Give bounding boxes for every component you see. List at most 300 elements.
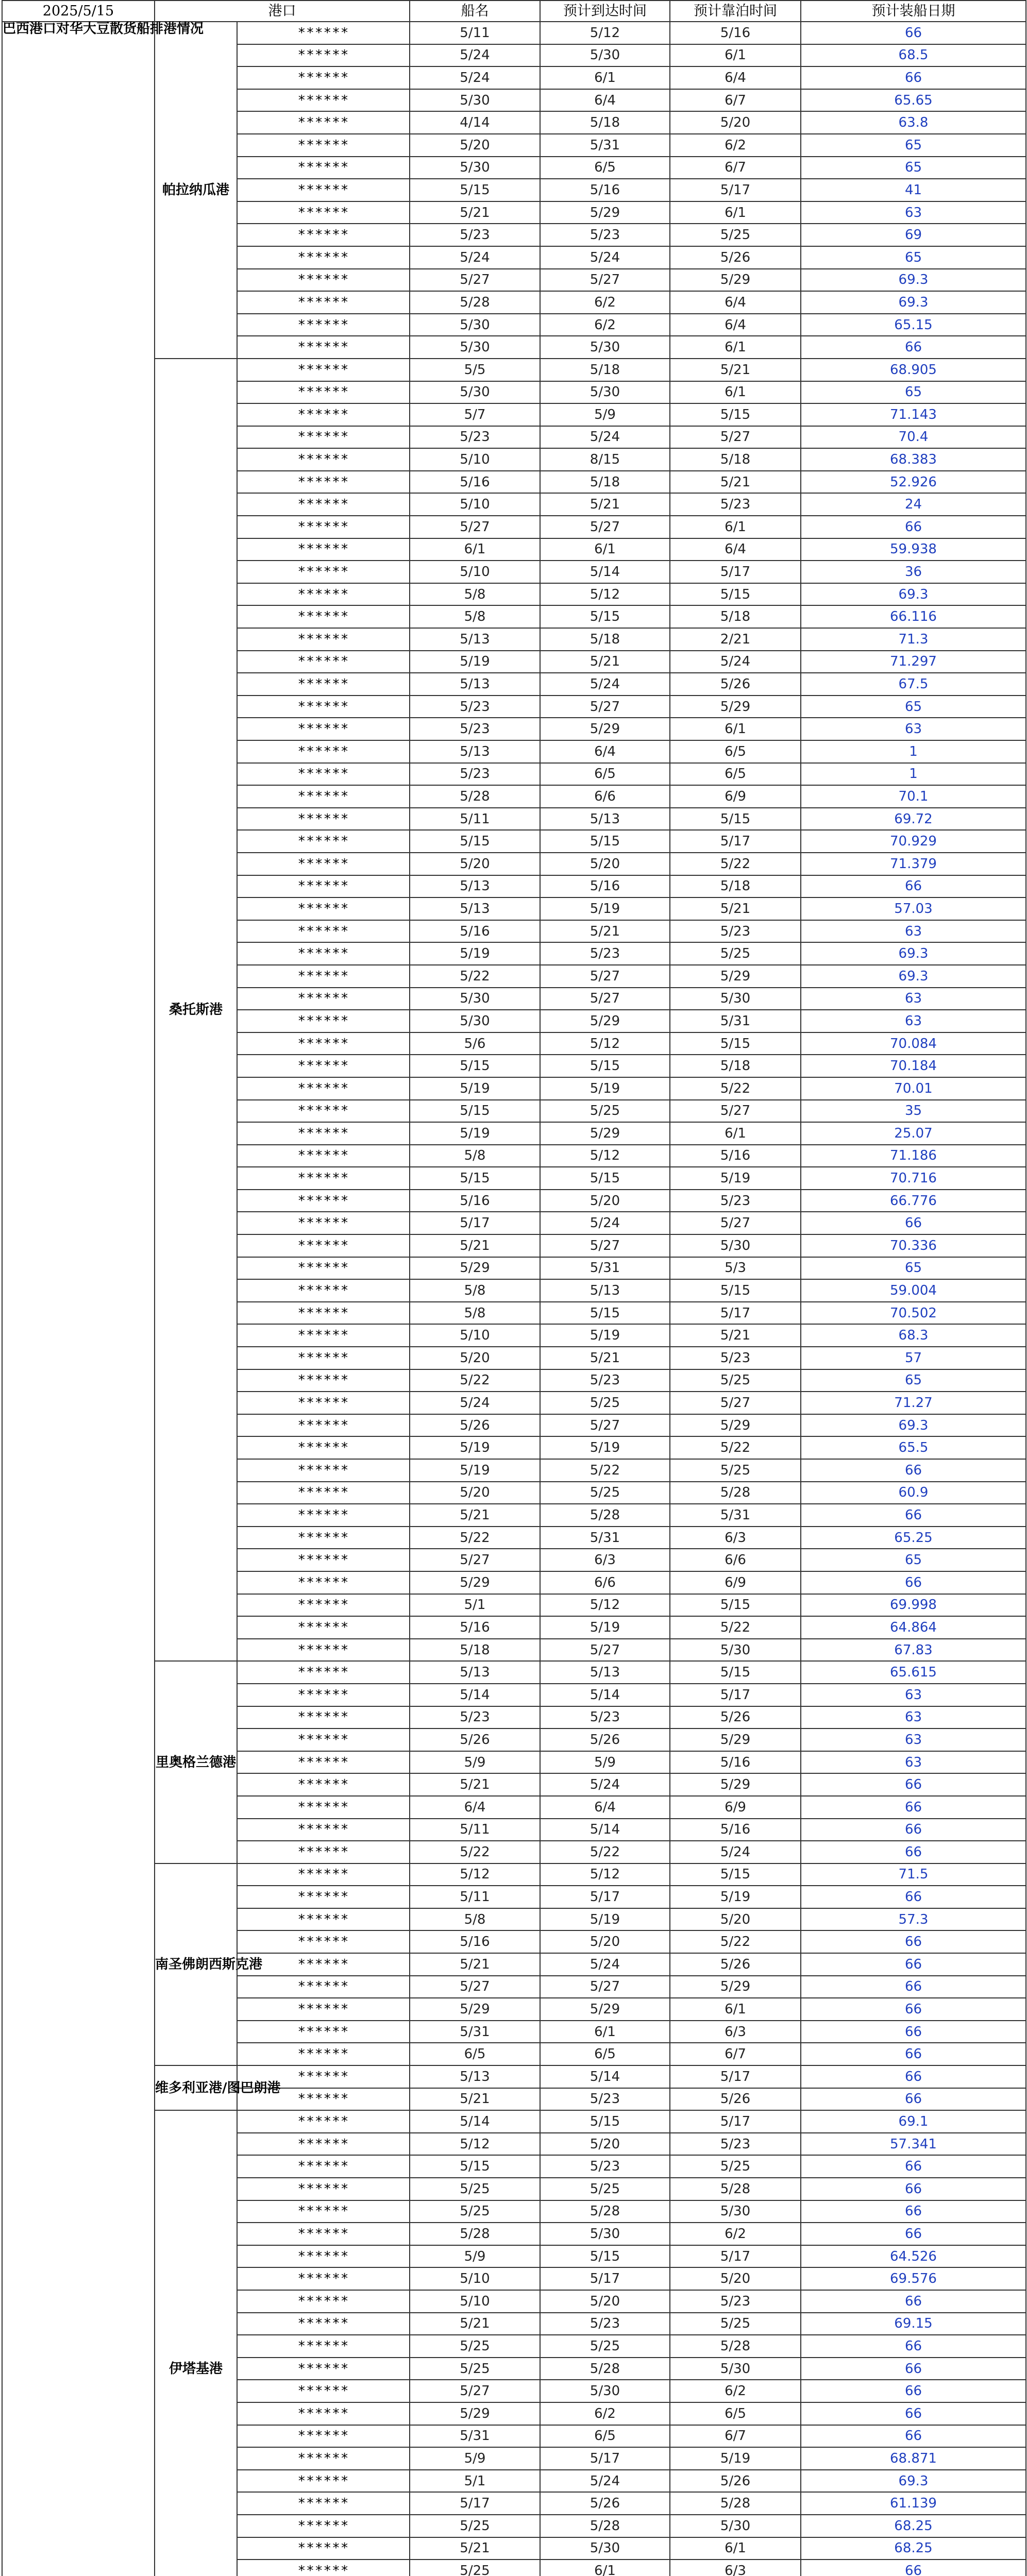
vessel-name: ****** — [237, 1010, 410, 1032]
eta-cell: 5/30 — [410, 314, 540, 336]
table-row — [2, 2110, 1026, 2133]
loading-date-cell: 6/4 — [670, 291, 801, 314]
volume-cell: 65.5 — [801, 1436, 1026, 1459]
volume-cell: 66 — [801, 1998, 1026, 2021]
vessel-name: ****** — [237, 1459, 410, 1482]
vessel-name: ****** — [237, 1190, 410, 1212]
vessel-name: ****** — [237, 1930, 410, 1953]
vessel-name: ****** — [237, 201, 410, 224]
volume-cell: 63 — [801, 1728, 1026, 1751]
etb-cell: 6/6 — [540, 1571, 670, 1594]
loading-date-cell: 5/18 — [670, 448, 801, 471]
loading-date-cell: 6/1 — [670, 2537, 801, 2560]
etb-cell: 5/20 — [540, 2133, 670, 2156]
etb-cell: 5/31 — [540, 1527, 670, 1549]
volume-cell: 68.905 — [801, 359, 1026, 381]
etb-cell: 6/5 — [540, 157, 670, 179]
volume-cell: 70.1 — [801, 785, 1026, 808]
loading-date-cell: 6/3 — [670, 2021, 801, 2043]
vessel-name: ****** — [237, 628, 410, 651]
vessel-name: ****** — [237, 426, 410, 449]
eta-cell: 5/23 — [410, 1706, 540, 1729]
vessel-name: ****** — [237, 1549, 410, 1571]
eta-cell: 5/9 — [410, 2245, 540, 2268]
volume-cell: 66 — [801, 2178, 1026, 2200]
volume-cell: 25.07 — [801, 1122, 1026, 1145]
eta-cell: 5/25 — [410, 2178, 540, 2200]
volume-cell: 65.615 — [801, 1661, 1026, 1684]
etb-cell: 5/14 — [540, 1819, 670, 1841]
loading-date-cell: 5/23 — [670, 2290, 801, 2313]
eta-cell: 6/1 — [410, 538, 540, 561]
volume-cell: 65 — [801, 246, 1026, 269]
loading-date-cell: 5/27 — [670, 426, 801, 449]
volume-cell: 41 — [801, 179, 1026, 201]
volume-cell: 66 — [801, 1504, 1026, 1527]
loading-date-cell: 6/1 — [670, 336, 801, 359]
loading-date-cell: 5/15 — [670, 583, 801, 606]
volume-cell: 67.5 — [801, 673, 1026, 696]
etb-cell: 5/29 — [540, 1998, 670, 2021]
etb-cell: 5/23 — [540, 2155, 670, 2178]
loading-date-cell: 5/23 — [670, 493, 801, 516]
vessel-name: ****** — [237, 1279, 410, 1302]
loading-date-cell: 5/26 — [670, 2470, 801, 2493]
vessel-name: ****** — [237, 2380, 410, 2402]
etb-cell: 5/23 — [540, 942, 670, 965]
eta-cell: 5/8 — [410, 1908, 540, 1931]
etb-cell: 5/15 — [540, 605, 670, 628]
vessel-name: ****** — [237, 1728, 410, 1751]
vessel-name: ****** — [237, 224, 410, 246]
vessel-name: ****** — [237, 2313, 410, 2335]
etb-cell: 5/18 — [540, 628, 670, 651]
eta-cell: 5/17 — [410, 1212, 540, 1234]
vessel-name: ****** — [237, 1976, 410, 1998]
eta-cell: 5/23 — [410, 718, 540, 740]
volume-cell: 63 — [801, 1706, 1026, 1729]
vessel-name: ****** — [237, 1414, 410, 1437]
eta-cell: 5/11 — [410, 1886, 540, 1908]
loading-date-cell: 5/26 — [670, 1706, 801, 1729]
shipping-lineup-table — [2, 0, 1026, 2576]
volume-cell: 66 — [801, 1819, 1026, 1841]
eta-cell: 5/8 — [410, 605, 540, 628]
volume-cell: 64.864 — [801, 1616, 1026, 1639]
loading-date-cell: 5/29 — [670, 1773, 801, 1796]
loading-date-cell: 6/5 — [670, 740, 801, 763]
eta-cell: 5/24 — [410, 44, 540, 67]
volume-cell: 66 — [801, 2290, 1026, 2313]
vessel-name: ****** — [237, 2223, 410, 2245]
loading-date-cell: 5/29 — [670, 1414, 801, 1437]
etb-cell: 5/27 — [540, 516, 670, 538]
header-port: 港口 — [155, 1, 410, 22]
loading-date-cell: 6/3 — [670, 1527, 801, 1549]
vessel-name: ****** — [237, 605, 410, 628]
etb-cell: 5/28 — [540, 2358, 670, 2380]
loading-date-cell: 5/17 — [670, 830, 801, 853]
etb-cell: 5/9 — [540, 1751, 670, 1774]
etb-cell: 5/21 — [540, 1347, 670, 1369]
vessel-name: ****** — [237, 157, 410, 179]
volume-cell: 66 — [801, 2425, 1026, 2448]
etb-cell: 5/30 — [540, 2223, 670, 2245]
volume-cell: 65 — [801, 1369, 1026, 1392]
volume-cell: 66 — [801, 1212, 1026, 1234]
eta-cell: 5/10 — [410, 2267, 540, 2290]
eta-cell: 5/11 — [410, 808, 540, 831]
volume-cell: 63 — [801, 1010, 1026, 1032]
loading-date-cell: 5/31 — [670, 1010, 801, 1032]
etb-cell: 5/30 — [540, 381, 670, 404]
etb-cell: 5/27 — [540, 269, 670, 292]
vessel-name: ****** — [237, 1482, 410, 1504]
loading-date-cell: 5/30 — [670, 1234, 801, 1257]
eta-cell: 5/16 — [410, 920, 540, 943]
eta-cell: 5/30 — [410, 1010, 540, 1032]
port-name: 桑托斯港 — [155, 359, 237, 1661]
vessel-name: ****** — [237, 2358, 410, 2380]
volume-cell: 24 — [801, 493, 1026, 516]
volume-cell: 65 — [801, 134, 1026, 157]
etb-cell: 6/4 — [540, 1796, 670, 1819]
eta-cell: 5/15 — [410, 2155, 540, 2178]
etb-cell: 5/9 — [540, 403, 670, 426]
etb-cell: 5/27 — [540, 988, 670, 1010]
vessel-name: ****** — [237, 1055, 410, 1077]
vessel-name: ****** — [237, 1392, 410, 1414]
eta-cell: 5/22 — [410, 1369, 540, 1392]
eta-cell: 5/30 — [410, 381, 540, 404]
loading-date-cell: 5/17 — [670, 2065, 801, 2088]
eta-cell: 5/13 — [410, 1661, 540, 1684]
etb-cell: 5/31 — [540, 1257, 670, 1280]
etb-cell: 5/13 — [540, 808, 670, 831]
vessel-name: ****** — [237, 1796, 410, 1819]
eta-cell: 5/10 — [410, 448, 540, 471]
loading-date-cell: 5/17 — [670, 1302, 801, 1325]
vessel-name: ****** — [237, 2560, 410, 2576]
volume-cell: 69.3 — [801, 291, 1026, 314]
volume-cell: 66 — [801, 66, 1026, 89]
volume-cell: 66 — [801, 2402, 1026, 2425]
etb-cell: 5/14 — [540, 561, 670, 583]
eta-cell: 5/28 — [410, 291, 540, 314]
vessel-name: ****** — [237, 2290, 410, 2313]
etb-cell: 5/13 — [540, 1661, 670, 1684]
table-row — [2, 359, 1026, 381]
vessel-name: ****** — [237, 2335, 410, 2358]
loading-date-cell: 5/29 — [670, 1728, 801, 1751]
etb-cell: 6/2 — [540, 2402, 670, 2425]
vessel-name: ****** — [237, 1324, 410, 1347]
eta-cell: 5/12 — [410, 1863, 540, 1886]
loading-date-cell: 5/17 — [670, 179, 801, 201]
volume-cell: 57.341 — [801, 2133, 1026, 2156]
loading-date-cell: 2/21 — [670, 628, 801, 651]
volume-cell: 66 — [801, 1953, 1026, 1976]
etb-cell: 5/29 — [540, 1122, 670, 1145]
eta-cell: 5/15 — [410, 830, 540, 853]
volume-cell: 70.502 — [801, 1302, 1026, 1325]
loading-date-cell: 5/19 — [670, 1167, 801, 1190]
etb-cell: 5/12 — [540, 1863, 670, 1886]
volume-cell: 68.5 — [801, 44, 1026, 67]
eta-cell: 5/19 — [410, 1459, 540, 1482]
vessel-name: ****** — [237, 2537, 410, 2560]
vessel-name: ****** — [237, 808, 410, 831]
loading-date-cell: 5/22 — [670, 1930, 801, 1953]
vessel-name: ****** — [237, 1167, 410, 1190]
eta-cell: 5/23 — [410, 224, 540, 246]
loading-date-cell: 5/30 — [670, 2200, 801, 2223]
etb-cell: 5/26 — [540, 1728, 670, 1751]
volume-cell: 68.383 — [801, 448, 1026, 471]
volume-cell: 65.65 — [801, 89, 1026, 112]
vessel-name: ****** — [237, 1841, 410, 1863]
etb-cell: 5/17 — [540, 2267, 670, 2290]
etb-cell: 6/1 — [540, 2021, 670, 2043]
loading-date-cell: 5/29 — [670, 269, 801, 292]
etb-cell: 5/22 — [540, 1841, 670, 1863]
eta-cell: 5/27 — [410, 1976, 540, 1998]
vessel-name: ****** — [237, 2065, 410, 2088]
volume-cell: 63 — [801, 1684, 1026, 1706]
etb-cell: 6/4 — [540, 740, 670, 763]
loading-date-cell: 5/31 — [670, 1504, 801, 1527]
vessel-name: ****** — [237, 696, 410, 718]
vessel-name: ****** — [237, 1212, 410, 1234]
volume-cell: 66 — [801, 1773, 1026, 1796]
vessel-name: ****** — [237, 1436, 410, 1459]
eta-cell: 5/8 — [410, 1302, 540, 1325]
eta-cell: 5/30 — [410, 988, 540, 1010]
vessel-name: ****** — [237, 561, 410, 583]
eta-cell: 5/6 — [410, 1032, 540, 1055]
table-row — [2, 22, 1026, 44]
etb-cell: 5/16 — [540, 179, 670, 201]
etb-cell: 5/27 — [540, 965, 670, 988]
etb-cell: 5/12 — [540, 22, 670, 44]
vessel-name: ****** — [237, 179, 410, 201]
loading-date-cell: 5/15 — [670, 1661, 801, 1684]
loading-date-cell: 5/24 — [670, 651, 801, 673]
loading-date-cell: 6/1 — [670, 201, 801, 224]
volume-cell: 70.929 — [801, 830, 1026, 853]
etb-cell: 5/29 — [540, 718, 670, 740]
vessel-name: ****** — [237, 538, 410, 561]
volume-cell: 66 — [801, 2200, 1026, 2223]
eta-cell: 5/25 — [410, 2335, 540, 2358]
loading-date-cell: 5/17 — [670, 561, 801, 583]
header-eta: 预计到达时间 — [540, 1, 670, 22]
volume-cell: 70.336 — [801, 1234, 1026, 1257]
eta-cell: 5/13 — [410, 740, 540, 763]
volume-cell: 66 — [801, 1796, 1026, 1819]
etb-cell: 5/29 — [540, 1010, 670, 1032]
volume-cell: 69.3 — [801, 965, 1026, 988]
loading-date-cell: 6/1 — [670, 516, 801, 538]
volume-cell: 66 — [801, 2021, 1026, 2043]
volume-cell: 66 — [801, 1930, 1026, 1953]
etb-cell: 6/4 — [540, 89, 670, 112]
etb-cell: 5/17 — [540, 2447, 670, 2470]
eta-cell: 5/20 — [410, 134, 540, 157]
vessel-name: ****** — [237, 920, 410, 943]
etb-cell: 5/27 — [540, 1639, 670, 1662]
eta-cell: 5/10 — [410, 493, 540, 516]
etb-cell: 5/24 — [540, 426, 670, 449]
etb-cell: 5/15 — [540, 1167, 670, 1190]
eta-cell: 5/21 — [410, 2088, 540, 2111]
loading-date-cell: 6/1 — [670, 718, 801, 740]
eta-cell: 5/8 — [410, 583, 540, 606]
etb-cell: 6/5 — [540, 2043, 670, 2065]
etb-cell: 5/28 — [540, 1504, 670, 1527]
vessel-name: ****** — [237, 2155, 410, 2178]
etb-cell: 5/18 — [540, 359, 670, 381]
port-name: 南圣佛朗西斯克港 — [155, 1863, 237, 2065]
vessel-name: ****** — [237, 314, 410, 336]
etb-cell: 5/23 — [540, 1369, 670, 1392]
vessel-name: ****** — [237, 471, 410, 494]
vessel-name: ****** — [237, 583, 410, 606]
etb-cell: 5/15 — [540, 1055, 670, 1077]
etb-cell: 5/24 — [540, 1212, 670, 1234]
table-row — [2, 2065, 1026, 2088]
eta-cell: 5/25 — [410, 2515, 540, 2537]
etb-cell: 5/27 — [540, 1976, 670, 1998]
volume-cell: 71.5 — [801, 1863, 1026, 1886]
etb-cell: 5/21 — [540, 493, 670, 516]
volume-cell: 69.3 — [801, 269, 1026, 292]
loading-date-cell: 5/20 — [670, 1908, 801, 1931]
eta-cell: 5/29 — [410, 1571, 540, 1594]
volume-cell: 65 — [801, 696, 1026, 718]
eta-cell: 5/30 — [410, 89, 540, 112]
loading-date-cell: 5/17 — [670, 2110, 801, 2133]
volume-cell: 57.03 — [801, 897, 1026, 920]
vessel-name: ****** — [237, 1998, 410, 2021]
vessel-name: ****** — [237, 2133, 410, 2156]
volume-cell: 52.926 — [801, 471, 1026, 494]
volume-cell: 68.25 — [801, 2537, 1026, 2560]
volume-cell: 70.084 — [801, 1032, 1026, 1055]
etb-cell: 5/30 — [540, 44, 670, 67]
loading-date-cell: 5/23 — [670, 920, 801, 943]
volume-cell: 67.83 — [801, 1639, 1026, 1662]
volume-cell: 71.186 — [801, 1145, 1026, 1167]
etb-cell: 5/27 — [540, 1234, 670, 1257]
eta-cell: 5/20 — [410, 1347, 540, 1369]
loading-date-cell: 5/22 — [670, 1616, 801, 1639]
loading-date-cell: 5/30 — [670, 2515, 801, 2537]
volume-cell: 69.576 — [801, 2267, 1026, 2290]
volume-cell: 71.143 — [801, 403, 1026, 426]
eta-cell: 5/19 — [410, 1436, 540, 1459]
eta-cell: 5/5 — [410, 359, 540, 381]
volume-cell: 66 — [801, 2358, 1026, 2380]
eta-cell: 5/16 — [410, 1190, 540, 1212]
volume-cell: 66.116 — [801, 605, 1026, 628]
volume-cell: 66 — [801, 22, 1026, 44]
eta-cell: 5/24 — [410, 1392, 540, 1414]
loading-date-cell: 6/4 — [670, 538, 801, 561]
volume-cell: 71.379 — [801, 853, 1026, 875]
volume-cell: 66 — [801, 1571, 1026, 1594]
etb-cell: 5/30 — [540, 2537, 670, 2560]
header-vessel: 船名 — [410, 1, 540, 22]
eta-cell: 5/14 — [410, 1684, 540, 1706]
etb-cell: 5/19 — [540, 897, 670, 920]
vessel-name: ****** — [237, 1953, 410, 1976]
header-etb: 预计靠泊时间 — [670, 1, 801, 22]
vessel-name: ****** — [237, 44, 410, 67]
eta-cell: 5/16 — [410, 471, 540, 494]
loading-date-cell: 5/26 — [670, 1953, 801, 1976]
etb-cell: 5/19 — [540, 1908, 670, 1931]
vessel-name: ****** — [237, 1077, 410, 1100]
volume-cell: 66 — [801, 2560, 1026, 2576]
vessel-name: ****** — [237, 2402, 410, 2425]
eta-cell: 5/30 — [410, 336, 540, 359]
etb-cell: 5/24 — [540, 673, 670, 696]
vessel-name: ****** — [237, 1684, 410, 1706]
etb-cell: 5/15 — [540, 2110, 670, 2133]
loading-date-cell: 6/5 — [670, 2402, 801, 2425]
volume-cell: 66 — [801, 516, 1026, 538]
volume-cell: 66 — [801, 1841, 1026, 1863]
volume-cell: 65 — [801, 1549, 1026, 1571]
eta-cell: 5/27 — [410, 2380, 540, 2402]
eta-cell: 5/17 — [410, 2492, 540, 2515]
loading-date-cell: 6/9 — [670, 785, 801, 808]
etb-cell: 5/25 — [540, 1482, 670, 1504]
vessel-name: ****** — [237, 830, 410, 853]
vessel-name: ****** — [237, 1032, 410, 1055]
eta-cell: 5/13 — [410, 673, 540, 696]
eta-cell: 5/19 — [410, 651, 540, 673]
vessel-name: ****** — [237, 988, 410, 1010]
volume-cell: 70.01 — [801, 1077, 1026, 1100]
etb-cell: 5/28 — [540, 2200, 670, 2223]
volume-cell: 57 — [801, 1347, 1026, 1369]
port-name: 维多利亚港/图巴朗港 — [155, 2065, 237, 2110]
vessel-name: ****** — [237, 942, 410, 965]
vessel-name: ****** — [237, 1773, 410, 1796]
loading-date-cell: 6/7 — [670, 89, 801, 112]
volume-cell: 69.72 — [801, 808, 1026, 831]
volume-cell: 66 — [801, 875, 1026, 898]
eta-cell: 5/25 — [410, 2560, 540, 2576]
etb-cell: 5/19 — [540, 1616, 670, 1639]
etb-cell: 5/14 — [540, 1684, 670, 1706]
volume-cell: 69.3 — [801, 1414, 1026, 1437]
vessel-name: ****** — [237, 403, 410, 426]
loading-date-cell: 6/1 — [670, 1998, 801, 2021]
loading-date-cell: 5/28 — [670, 2178, 801, 2200]
loading-date-cell: 5/17 — [670, 1684, 801, 1706]
vessel-name: ****** — [237, 2021, 410, 2043]
loading-date-cell: 5/15 — [670, 1279, 801, 1302]
etb-cell: 6/2 — [540, 314, 670, 336]
volume-cell: 69.1 — [801, 2110, 1026, 2133]
eta-cell: 5/12 — [410, 2133, 540, 2156]
header-loading-date: 预计装船日期 — [801, 1, 1026, 22]
etb-cell: 5/29 — [540, 201, 670, 224]
volume-cell: 71.3 — [801, 628, 1026, 651]
